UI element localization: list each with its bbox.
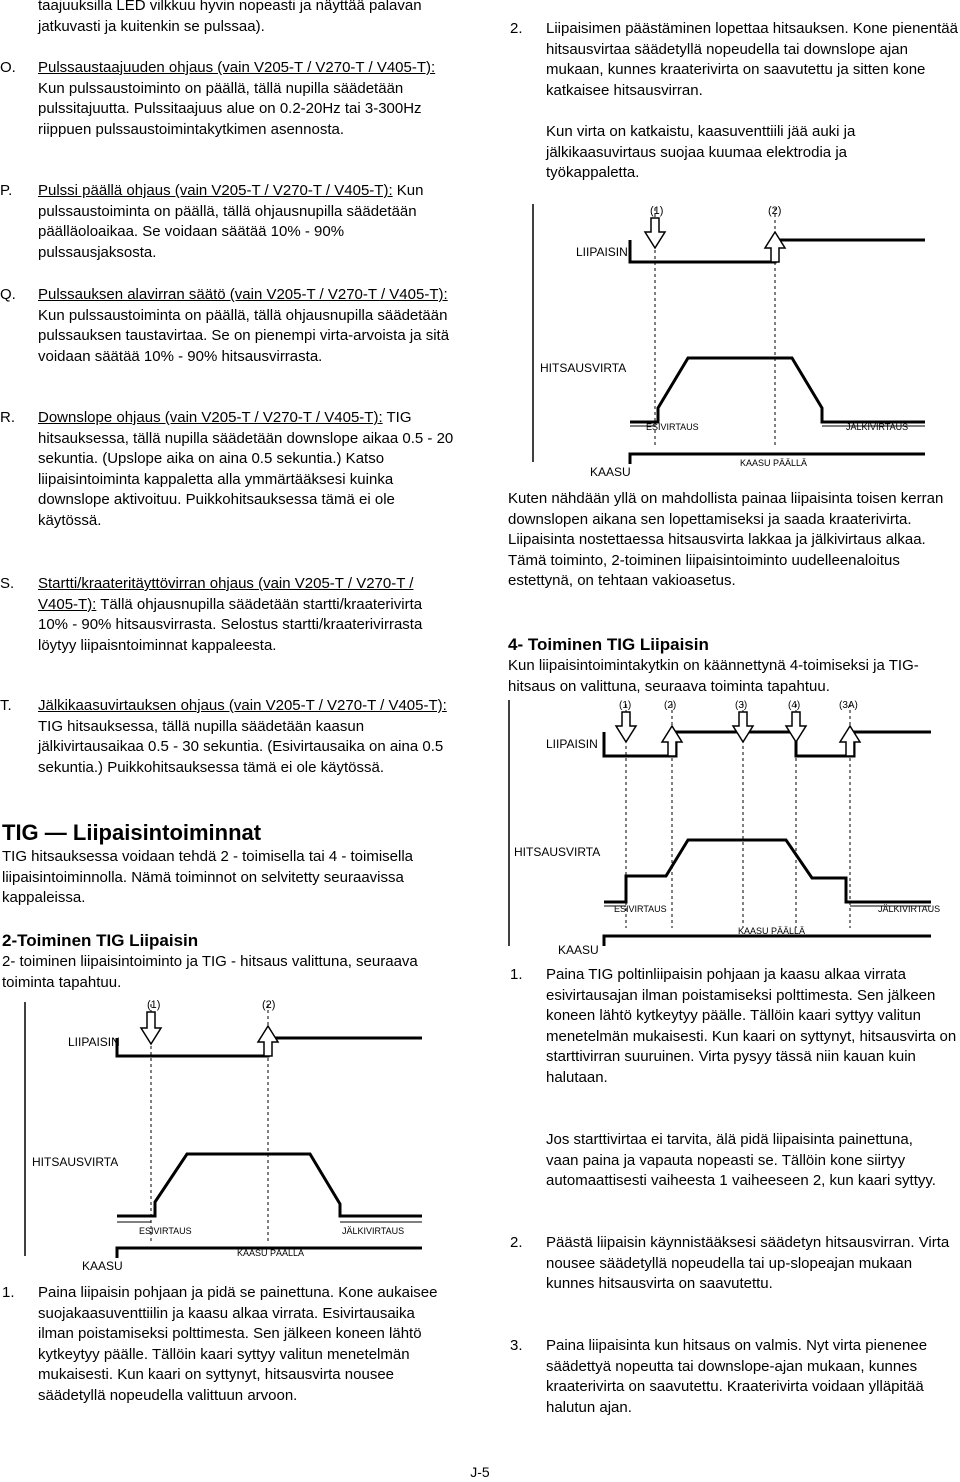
trigger-label: LIIPAISIN [576, 245, 628, 259]
press-arrow-icon-3 [733, 712, 753, 742]
marker-1-label: (1) [619, 700, 632, 711]
preflow-label: ESIVIRTAUS [139, 1226, 192, 1236]
press-arrow-icon [141, 1012, 161, 1044]
item-body [38, 58, 438, 140]
item-title: Pulssaustaajuuden ohjaus (vain V205-T / V270-T / V405-T): [38, 59, 436, 76]
step-label: 2. [510, 1234, 523, 1251]
item-text: TIG hitsauksessa, tällä nupilla säädetään downslope aikaa 0.5 - 20 sekuntia. (Upslope aika on aina 0.5 sekuntia.) Katso liipaisintoiminta kappaletta alla ymmärtääksesi kuinka downslope aktivoituu. Puikkohitsauksessa tämä ei ole käytössä. [38, 409, 454, 529]
diagram-2-stroke-restart [530, 200, 940, 482]
page-number: J-5 [470, 1464, 490, 1480]
item-title: Downslope ohjaus (vain V205-T / V270-T / V405-T): [38, 409, 383, 426]
release-arrow-icon [765, 232, 785, 262]
step-text: Paina liipaisin pohjaan ja pidä se painettuna. Kone aukaisee suojakaasuventtiilin ja kaasu alkaa virrata. Esivirtausaika ilman poistamiseksi polttimesta. Sen jälkeen koneen lähtö kytkeytyy päälle. Tällöin kaari syttyy valitun menetelmän mukaisesti. Kun kaari on syttynyt, hitsausvirta nousee säädetyllä nopeudella valittuun arvoon. [38, 1284, 438, 1404]
gas-on-label: KAASU PÄÄLLÄ [738, 926, 806, 936]
item-label: Q. [0, 286, 16, 303]
gas-on-label: KAASU PÄÄLLÄ [740, 458, 808, 468]
current-waveform [117, 1154, 422, 1216]
gas-label: KAASU [558, 943, 599, 957]
postflow-label: JÄLKIVIRTAUS [878, 904, 941, 914]
marker-3a-label: (3A) [839, 700, 858, 711]
current-waveform [604, 840, 931, 902]
marker-2-label: (2) [768, 205, 782, 217]
timing-chart-4-stroke [506, 696, 946, 958]
marker-2-label: (2) [262, 999, 276, 1011]
current-label: HITSAUSVIRTA [540, 361, 627, 375]
trigger-label: LIIPAISIN [546, 737, 598, 751]
diagram-2-stroke [22, 994, 450, 1276]
item-body [38, 696, 455, 778]
marker-2-label: (2) [664, 700, 677, 711]
diagram-4-stroke [506, 696, 946, 958]
item-text: Tällä ohjausnupilla säädetään startti/kraaterivirta 10% - 90% hitsausvirrasta. Selostus startti/kraaterivirrasta löytyy liipaisntoiminnat kappaleesta. [38, 595, 423, 654]
step-text: Paina liipaisinta kun hitsaus on valmis. Nyt virta pienenee säädettyä nopeutta tai downslope-ajan mukaan, kunnes kraaterivirta on saavutettu. Kraaterivirta voidaan ylläpitää halutun ajan. [546, 1337, 928, 1416]
item-label: R. [0, 409, 15, 426]
step-text: Päästä liipaisin käynnistääksesi säädetyn hitsausvirran. Virta nousee säädetyllä nopeudella tai up-slopeajan mukaan kunnes hitsausvirta on saavutettu. [546, 1234, 950, 1293]
item-title: Pulssauksen alavirran säätö (vain V205-T / V270-T / V405-T): [38, 286, 448, 303]
current-label: HITSAUSVIRTA [514, 845, 601, 859]
step-text: Paina TIG poltinliipaisin pohjaan ja kaasu alkaa virrata esivirtausajan ilman poistamiseksi polttimesta. Sen jälkeen koneen lähtö kytkeytyy päälle. Tällöin kaari syttyy valitun menetelmän mukaisesti. Kun kaari on syttynyt, hitsausvirta on starttivirran suuruinen. Virta pysyy tässä niin kauan kuin halutaan. [546, 966, 957, 1086]
item-body [38, 285, 455, 367]
item-body [38, 408, 455, 532]
step-label: 3. [510, 1337, 523, 1354]
after-diagram-text: Kuten nähdään yllä on mahdollista painaa liipaisinta toisen kerran downslopen aikana sen lopettamiseksi ja saada kraaterivirta. Liipaisinta nostettaessa hitsausvirta lakkaa ja jälkivirtaus alkaa. Tämä toiminto, 2-toiminen liipaisintoiminto uudelleenaloitus estettynä, on tehtaan vakioasetus. [508, 490, 944, 590]
gas-label: KAASU [82, 1259, 123, 1273]
step-label: 1. [2, 1284, 15, 1301]
trigger-label: LIIPAISIN [68, 1035, 120, 1049]
marker-4-label: (4) [788, 700, 801, 711]
marker-1-label: (1) [147, 999, 161, 1011]
preflow-label: ESIVIRTAUS [646, 422, 699, 432]
press-arrow-icon-4 [786, 712, 806, 742]
item-text: TIG hitsauksessa, tällä nupilla säädetään kaasun jälkivirtausaikaa 0.5 - 30 sekuntia. (Esivirtausaika on aina 0.5 sekuntia.) Puikkohitsauksessa tämä ei ole käytössä. [38, 717, 444, 776]
subsection-title: 2-Toiminen TIG Liipaisin [2, 931, 199, 950]
release-arrow-icon [258, 1026, 278, 1056]
postflow-label: JÄLKIVIRTAUS [342, 1226, 405, 1236]
item-text: Kun pulssaustoiminto on päällä, tällä nupilla säädetään pulssitajuutta. Pulssitaajuus alue on 0.2-20Hz tai 3-300Hz riippuen pulssaustoimintakytkimen asennosta. [38, 79, 422, 138]
current-label: HITSAUSVIRTA [32, 1155, 119, 1169]
preflow-label: ESIVIRTAUS [614, 904, 667, 914]
trigger-waveform [604, 732, 931, 756]
item-body [38, 574, 455, 656]
step-2-note: Kun virta on katkaistu, kaasuventtiili jää auki ja jälkikaasuvirtaus suojaa kuumaa elektrodia ja työkappaletta. [546, 123, 856, 182]
intro-text: taajuuksilla LED vilkkuu hyvin nopeasti ja näyttää palavan jatkuvasti ja kuitenkin se pulssaa). [38, 0, 422, 35]
item-title: Jälkikaasuvirtauksen ohjaus (vain V205-T / V270-T / V405-T): [38, 697, 447, 714]
item-label: S. [0, 575, 15, 592]
subsection-text: 2- toiminen liipaisintoiminto ja TIG - hitsaus valittuna, seuraava toiminta tapahtuu. [2, 953, 418, 991]
press-arrow-icon-1 [616, 712, 636, 742]
marker-3-label: (3) [735, 700, 748, 711]
marker-1-label: (1) [650, 205, 664, 217]
step-label: 1. [510, 966, 523, 983]
item-label: T. [0, 697, 12, 714]
item-title: Startti/kraateritäyttövirran ohjaus (vain V205-T / V270-T / V405-T): [38, 575, 414, 613]
item-text: Kun pulssaustoiminta on päällä, tällä ohjausnupilla säädetään päälläoloaikaa. Se voidaan säätää 10% - 90% pulssausjaksosta. [38, 182, 424, 261]
postflow-label: JÄLKIVIRTAUS [846, 422, 909, 432]
press-arrow-icon [645, 218, 665, 248]
section-title: TIG — Liipaisintoiminnat [2, 820, 262, 845]
current-waveform [630, 358, 925, 422]
timing-chart-2-stroke [22, 994, 450, 1276]
subsection-text-4: Kun liipaisintoimintakytkin on käännettynä 4-toimiseksi ja TIG-hitsaus on valittuna, seuraava toiminta tapahtuu. [508, 657, 919, 695]
item-body [38, 181, 448, 263]
item-title: Pulssi päällä ohjaus (vain V205-T / V270-T / V405-T): [38, 182, 393, 199]
item-label: O. [0, 59, 16, 76]
step-4-note: Jos starttivirtaa ei tarvita, älä pidä liipaisinta painettuna, vaan paina ja vapauta nopeasti se. Tällöin kone siirtyy automaattisesti vaiheesta 1 vaiheeseen 2, kun kaari syttyy. [546, 1131, 936, 1190]
item-text: Kun pulssaustoiminta on päällä, tällä ohjausnupilla säädetään pulssauksen taustavirtaa. Se on pienempi virta-arvoista ja sitä voidaan säätää 10% - 90% hitsausvirrasta. [38, 306, 450, 365]
gas-on-label: KAASU PÄÄLLÄ [237, 1248, 305, 1258]
gas-waveform [604, 936, 931, 946]
subsection-title-4: 4- Toiminen TIG Liipaisin [508, 635, 709, 654]
section-text: TIG hitsauksessa voidaan tehdä 2 - toimisella tai 4 - toimisella liipaisintoiminnolla. Nämä toiminnot on selvitetty seuraavissa kappaleissa. [2, 848, 414, 907]
step-text: Liipaisimen päästäminen lopettaa hitsauksen. Kone pienentää hitsausvirtaa säädetyllä nopeudella tai downslope ajan mukaan, kunnes kraaterivirta on saavutettu ja sitten kone katkaisee hitsausvirran. [546, 20, 958, 99]
step-label: 2. [510, 20, 523, 37]
timing-chart-restart [530, 200, 940, 482]
item-label: P. [0, 182, 13, 199]
gas-label: KAASU [590, 465, 631, 479]
